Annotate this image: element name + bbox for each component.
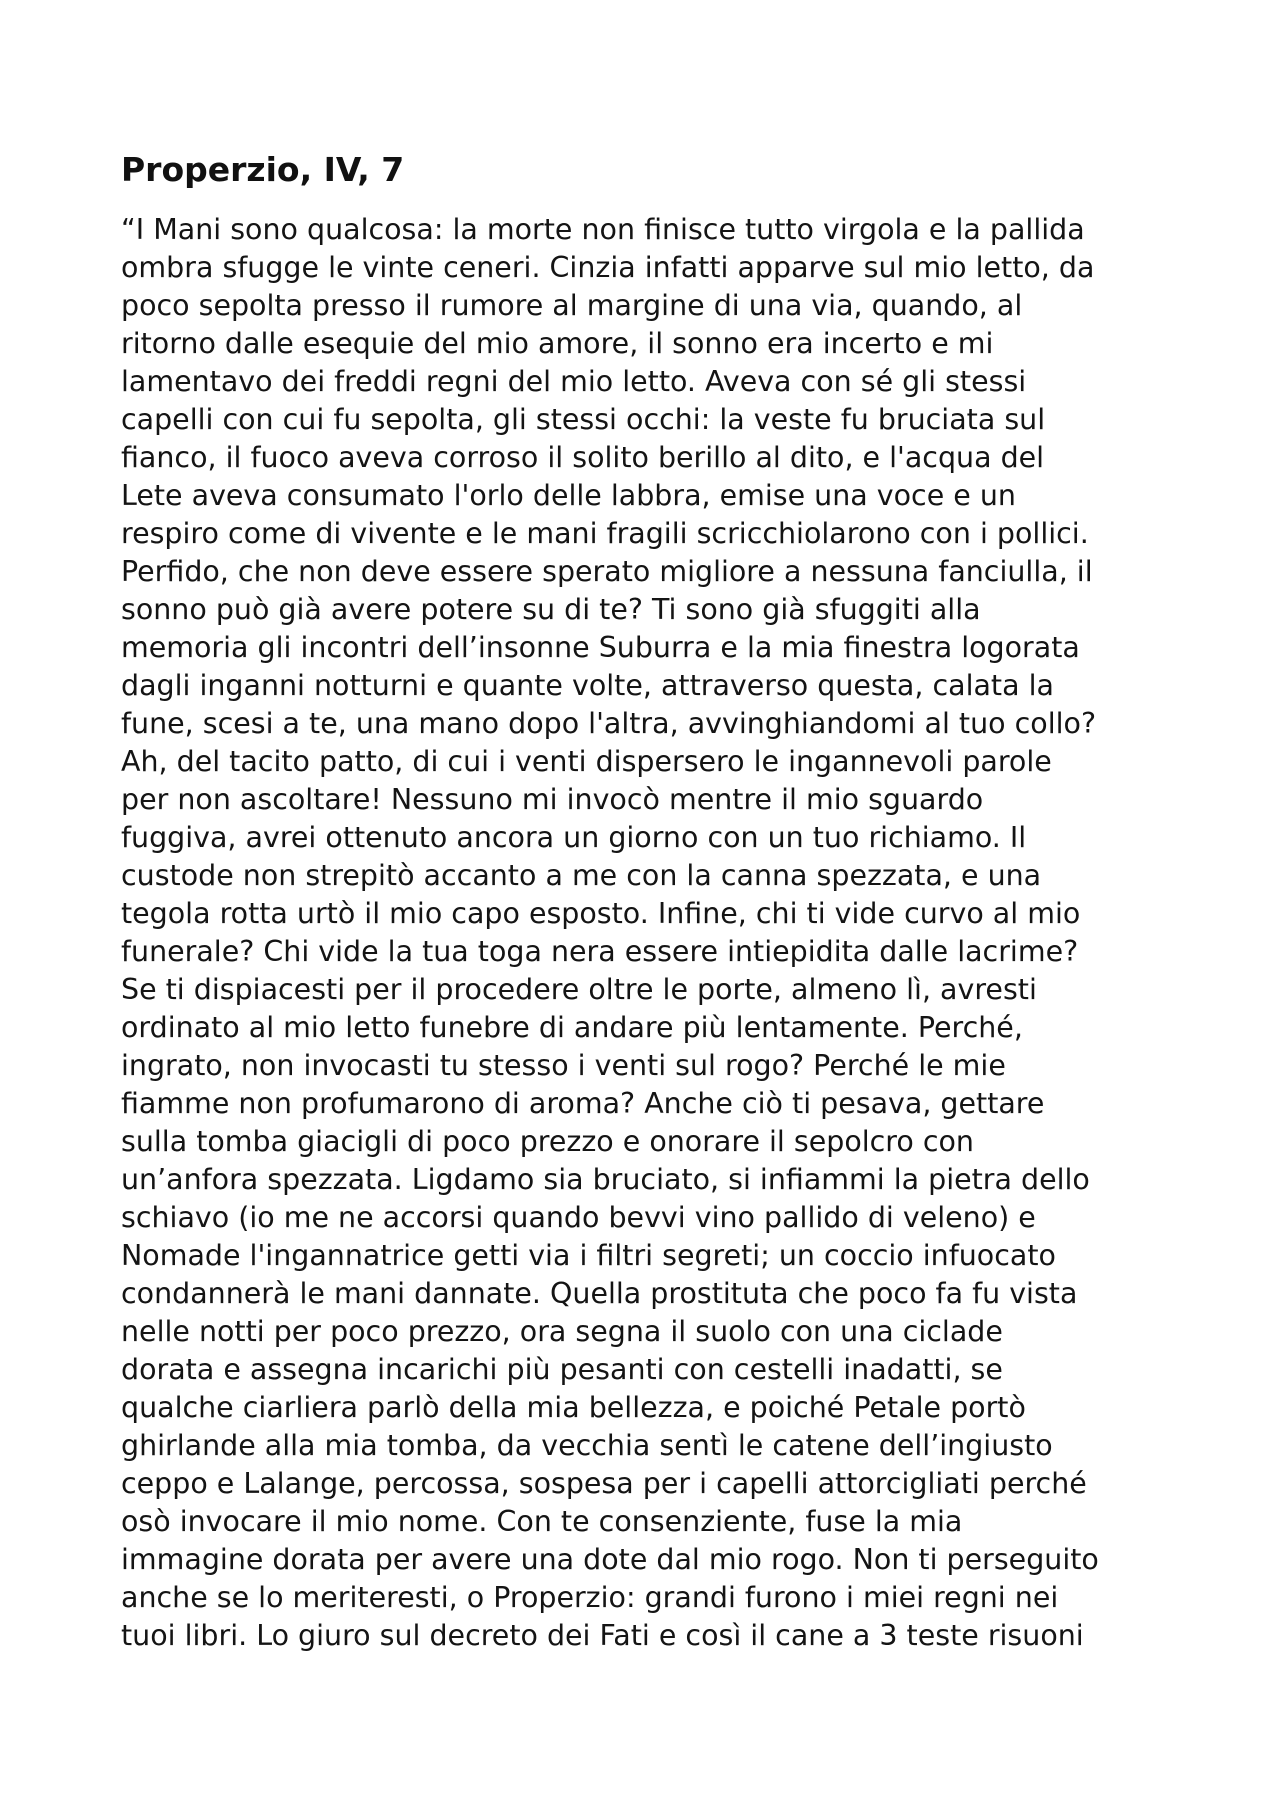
text-line: memoria gli incontri dell’insonne Suburra e la mia finestra logorata	[121, 631, 1080, 664]
text-line: lamentavo dei freddi regni del mio letto. Aveva con sé gli stessi	[121, 365, 1027, 398]
text-line: condannerà le mani dannate. Quella prostituta che poco fa fu vista	[121, 1277, 1078, 1310]
text-line: ingrato, non invocasti tu stesso i venti sul rogo? Perché le mie	[121, 1049, 1006, 1082]
text-line: ombra sfugge le vinte ceneri. Cinzia infatti apparve sul mio letto, da	[121, 251, 1095, 284]
text-line: sonno può già avere potere su di te? Ti sono già sfuggiti alla	[121, 593, 981, 626]
text-line: poco sepolta presso il rumore al margine di una via, quando, al	[121, 289, 1023, 322]
text-line: ordinato al mio letto funebre di andare più lentamente. Perché,	[121, 1011, 1023, 1044]
text-line: tegola rotta urtò il mio capo esposto. Infine, chi ti vide curvo al mio	[121, 897, 1081, 930]
text-line: fianco, il fuoco aveva corroso il solito berillo al dito, e l'acqua del	[121, 441, 1045, 474]
text-line: custode non strepitò accanto a me con la canna spezzata, e una	[121, 859, 1042, 892]
text-line: fuggiva, avrei ottenuto ancora un giorno con un tuo richiamo. Il	[121, 821, 1027, 854]
text-line: un’anfora spezzata. Ligdamo sia bruciato, si infiammi la pietra dello	[121, 1163, 1090, 1196]
text-line: ritorno dalle esequie del mio amore, il sonno era incerto e mi	[121, 327, 994, 360]
text-line: dorata e assegna incarichi più pesanti con cestelli inadatti, se	[121, 1353, 1003, 1386]
text-line: tuoi libri. Lo giuro sul decreto dei Fati e così il cane a 3 teste risuoni	[121, 1619, 1084, 1652]
text-line: anche se lo meriteresti, o Properzio: grandi furono i miei regni nei	[121, 1581, 1059, 1614]
text-line: Nomade l'ingannatrice getti via i filtri segreti; un coccio infuocato	[121, 1239, 1056, 1272]
text-line: Perfido, che non deve essere sperato migliore a nessuna fanciulla, il	[121, 555, 1093, 588]
text-line: fiamme non profumarono di aroma? Anche ciò ti pesava, gettare	[121, 1087, 1045, 1120]
text-line: nelle notti per poco prezzo, ora segna il suolo con una ciclade	[121, 1315, 1003, 1348]
text-line: per non ascoltare! Nessuno mi invocò mentre il mio sguardo	[121, 783, 984, 816]
text-line: Ah, del tacito patto, di cui i venti dispersero le ingannevoli parole	[121, 745, 1052, 778]
text-line: sulla tomba giacigli di poco prezzo e onorare il sepolcro con	[121, 1125, 974, 1158]
text-line: Lete aveva consumato l'orlo delle labbra, emise una voce e un	[121, 479, 1016, 512]
text-line: Se ti dispiacesti per il procedere oltre le porte, almeno lì, avresti	[121, 973, 1037, 1006]
page-title: Properzio, IV, 7	[121, 150, 405, 189]
text-line: “I Mani sono qualcosa: la morte non finisce tutto virgola e la pallida	[121, 213, 1085, 246]
body-text	[121, 211, 1271, 1655]
text-line: immagine dorata per avere una dote dal mio rogo. Non ti perseguito	[121, 1543, 1099, 1576]
text-line: dagli inganni notturni e quante volte, attraverso questa, calata la	[121, 669, 1054, 702]
text-line: schiavo (io me ne accorsi quando bevvi vino pallido di veleno) e	[121, 1201, 1036, 1234]
text-line: osò invocare il mio nome. Con te consenziente, fuse la mia	[121, 1505, 963, 1538]
text-line: ceppo e Lalange, percossa, sospesa per i capelli attorcigliati perché	[121, 1467, 1087, 1500]
text-line: ghirlande alla mia tomba, da vecchia sentì le catene dell’ingiusto	[121, 1429, 1053, 1462]
text-line: capelli con cui fu sepolta, gli stessi occhi: la veste fu bruciata sul	[121, 403, 1046, 436]
text-line: fune, scesi a te, una mano dopo l'altra, avvinghiandomi al tuo collo?	[121, 707, 1097, 740]
text-line: qualche ciarliera parlò della mia bellezza, e poiché Petale portò	[121, 1391, 1026, 1424]
text-line: funerale? Chi vide la tua toga nera essere intiepidita dalle lacrime?	[121, 935, 1079, 968]
text-line: respiro come di vivente e le mani fragili scricchiolarono con i pollici.	[121, 517, 1089, 550]
